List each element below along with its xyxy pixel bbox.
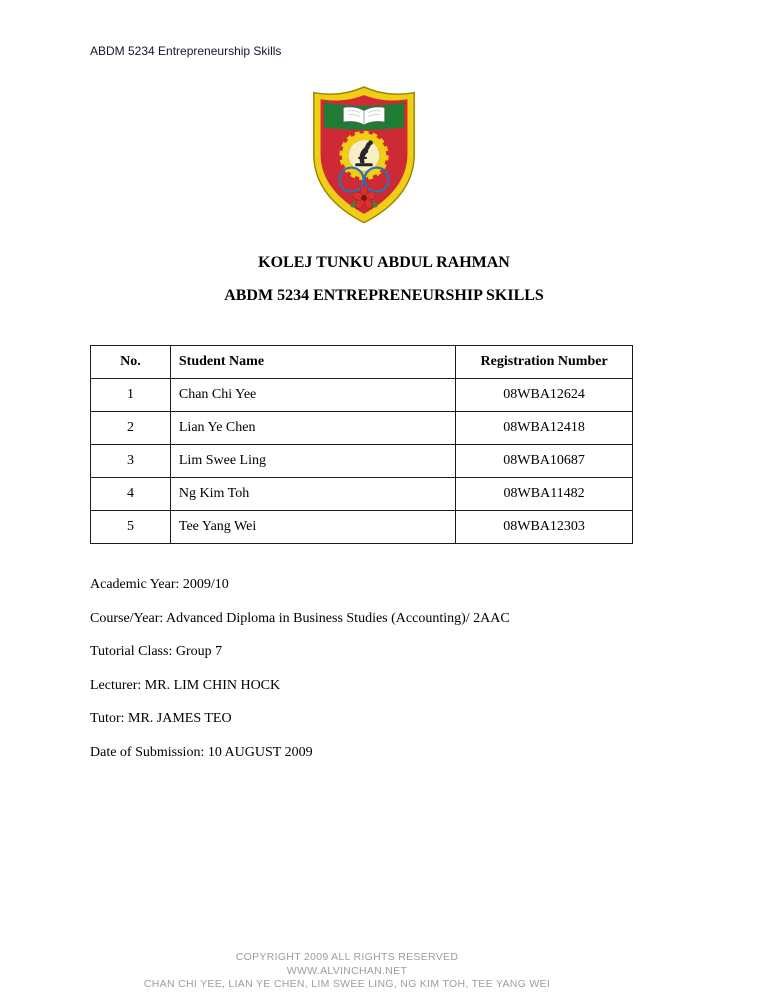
registration-number: 08WBA12624 [456,379,633,412]
website-line: WWW.ALVINCHAN.NET [286,964,408,977]
registration-number: 08WBA11482 [456,478,633,511]
student-name: Lim Swee Ling [170,445,455,478]
table-header-row [91,346,633,379]
lecturer-line: Lecturer: MR. LIM CHIN HOCK [90,677,281,693]
academic-year-line: Academic Year: 2009/10 [90,577,229,592]
copyright-line: COPYRIGHT 2009 ALL RIGHTS RESERVED [235,951,459,963]
row-no: 3 [91,445,171,478]
tutorial-class-line: Tutorial Class: Group 7 [90,644,223,659]
table-row [91,445,633,478]
authors-line: CHAN CHI YEE, LIAN YE CHEN, LIM SWEE LING, NG KIM TOH, TEE YANG WEI [143,978,551,990]
student-name: Lian Ye Chen [170,412,455,445]
course-details [90,568,680,769]
submission-date-line: Date of Submission: 10 AUGUST 2009 [90,744,313,760]
registration-number: 08WBA12303 [456,511,633,544]
registration-number: 08WBA10687 [456,445,633,478]
col-header-no: No. [91,346,171,379]
row-no: 5 [91,511,171,544]
college-crest-logo [306,85,422,225]
col-header-registration-number: Registration Number [456,346,633,379]
document-header: ABDM 5234 Entrepreneurship Skills [90,44,282,58]
table-row [91,511,633,544]
row-no: 2 [91,412,171,445]
students-table [90,345,633,544]
registration-number: 08WBA12418 [456,412,633,445]
student-name: Chan Chi Yee [170,379,455,412]
table-row [91,412,633,445]
college-name-title: KOLEJ TUNKU ABDUL RAHMAN [258,254,510,271]
course-title: ABDM 5234 ENTREPRENEURSHIP SKILLS [224,287,544,304]
student-name: Ng Kim Toh [170,478,455,511]
course-year-line: Course/Year: Advanced Diploma in Business Studies (Accounting)/ 2AAC [90,610,510,626]
row-no: 1 [91,379,171,412]
table-row [91,478,633,511]
table-row [91,379,633,412]
tutor-line: Tutor: MR. JAMES TEO [90,711,232,726]
title-block [0,253,768,306]
crest-graphic [306,85,422,225]
col-header-student-name: Student Name [170,346,455,379]
copyright-footer [0,951,694,992]
row-no: 4 [91,478,171,511]
student-name: Tee Yang Wei [170,511,455,544]
